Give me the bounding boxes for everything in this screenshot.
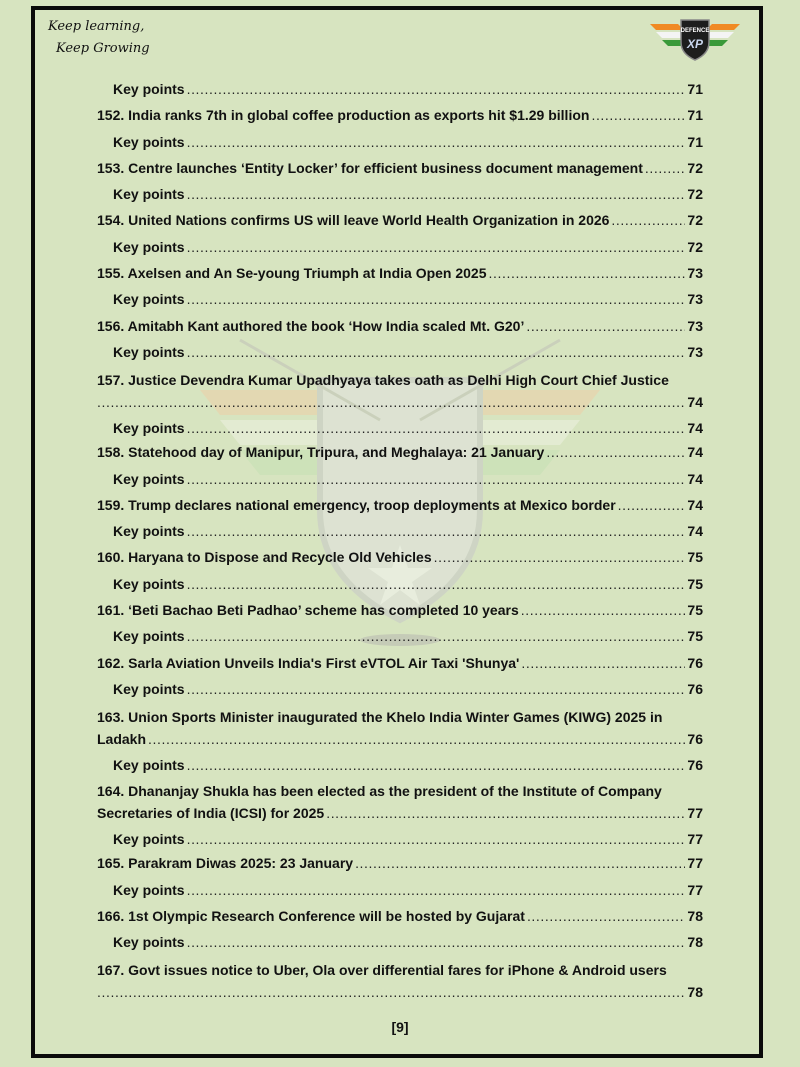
page-number: [9] xyxy=(391,1019,409,1035)
toc-key-points-row[interactable]: Key points ..... 72 xyxy=(97,181,703,207)
toc-key-points-row[interactable]: Key points ..... 75 xyxy=(97,571,703,597)
dot-leader xyxy=(526,313,685,339)
table-of-contents xyxy=(97,76,703,1007)
toc-entry-152[interactable]: 152. India ranks 7th in global coffee production as exports hit $1.29 billion ..... 71 xyxy=(97,102,703,128)
defence-xp-logo xyxy=(648,16,742,62)
dot-leader xyxy=(434,544,686,570)
toc-entry-167[interactable]: 167. Govt issues notice to Uber, Ola over differential fares for iPhone & Android users xyxy=(97,962,667,979)
dot-leader xyxy=(187,877,686,903)
toc-entry-158[interactable]: 158. Statehood day of Manipur, Tripura, and Meghalaya: 21 January ..... 74 xyxy=(97,439,703,465)
dot-leader xyxy=(546,439,685,465)
dot-leader xyxy=(187,76,686,102)
toc-key-points-row[interactable]: Key points ..... 71 xyxy=(97,129,703,155)
toc-key-points-row[interactable]: Key points ..... 71 xyxy=(97,76,703,102)
dot-leader xyxy=(489,260,686,286)
toc-entry-161[interactable]: 161. ‘Beti Bachao Beti Padhao’ scheme has completed 10 years ..... 75 xyxy=(97,597,703,623)
tagline xyxy=(48,16,150,60)
toc-entry-160[interactable]: 160. Haryana to Dispose and Recycle Old Vehicles ..... 75 xyxy=(97,544,703,570)
toc-entry-153[interactable]: 153. Centre launches ‘Entity Locker’ for efficient business document management ..... 72 xyxy=(97,155,703,181)
dot-leader xyxy=(187,754,686,776)
toc-key-points-row[interactable]: Key points ..... 74 xyxy=(97,417,703,439)
dot-leader xyxy=(355,850,685,876)
dot-leader xyxy=(326,802,685,824)
dot-leader xyxy=(97,391,685,413)
dot-leader xyxy=(187,339,686,365)
tagline-line-1: Keep learning, xyxy=(48,19,145,34)
toc-key-points-row[interactable]: Key points ..... 77 xyxy=(97,828,703,850)
toc-entry-166[interactable]: 166. 1st Olympic Research Conference will be hosted by Gujarat ..... 78 xyxy=(97,903,703,929)
svg-text:XP: XP xyxy=(686,37,704,51)
toc-entry-156[interactable]: 156. Amitabh Kant authored the book ‘How India scaled Mt. G20’ ..... 73 xyxy=(97,313,703,339)
dot-leader xyxy=(187,518,686,544)
dot-leader xyxy=(645,155,686,181)
toc-entry-155[interactable]: 155. Axelsen and An Se-young Triumph at India Open 2025 ..... 73 xyxy=(97,260,703,286)
dot-leader xyxy=(187,623,686,649)
toc-entry-159[interactable]: 159. Trump declares national emergency, troop deployments at Mexico border ..... 74 xyxy=(97,492,703,518)
dot-leader xyxy=(187,181,686,207)
toc-key-points-row[interactable]: Key points ..... 76 xyxy=(97,676,703,702)
toc-key-points-row[interactable]: Key points ..... 73 xyxy=(97,339,703,365)
toc-entry-164[interactable]: 164. Dhananjay Shukla has been elected as the president of the Institute of Company xyxy=(97,783,662,800)
dot-leader xyxy=(591,102,685,128)
toc-entry-157[interactable]: 157. Justice Devendra Kumar Upadhyaya takes oath as Delhi High Court Chief Justice xyxy=(97,372,669,389)
svg-text:DEFENCE: DEFENCE xyxy=(680,28,710,34)
toc-entry-162[interactable]: 162. Sarla Aviation Unveils India's First eVTOL Air Taxi 'Shunya' ..... 76 xyxy=(97,650,703,676)
dot-leader xyxy=(187,234,686,260)
dot-leader xyxy=(187,417,686,439)
toc-entry-163[interactable]: 163. Union Sports Minister inaugurated the Khelo India Winter Games (KIWG) 2025 in xyxy=(97,709,663,726)
toc-entry-163-cont[interactable]: Ladakh ..... 76 xyxy=(97,728,703,750)
toc-entry-165[interactable]: 165. Parakram Diwas 2025: 23 January ..... 77 xyxy=(97,850,703,876)
dot-leader xyxy=(618,492,686,518)
toc-key-points-row[interactable]: Key points ..... 74 xyxy=(97,518,703,544)
dot-leader xyxy=(187,129,686,155)
toc-entry-154[interactable]: 154. United Nations confirms US will leave World Health Organization in 2026 ..... 72 xyxy=(97,207,703,233)
dot-leader xyxy=(187,286,686,312)
toc-key-points-row[interactable]: Key points ..... 78 xyxy=(97,929,703,955)
dot-leader xyxy=(187,676,686,702)
dot-leader xyxy=(611,207,685,233)
toc-entry-167-leader: ..... 78 xyxy=(97,981,703,1003)
dot-leader xyxy=(148,728,685,750)
dot-leader xyxy=(187,466,686,492)
toc-key-points-row[interactable]: Key points ..... 73 xyxy=(97,286,703,312)
dot-leader xyxy=(97,981,685,1003)
toc-key-points-row[interactable]: Key points ..... 75 xyxy=(97,623,703,649)
dot-leader xyxy=(521,597,686,623)
dot-leader xyxy=(521,650,685,676)
dot-leader xyxy=(187,571,686,597)
toc-entry-164-cont[interactable]: Secretaries of India (ICSI) for 2025 ..... 77 xyxy=(97,802,703,824)
dot-leader xyxy=(187,929,686,955)
toc-key-points-row[interactable]: Key points ..... 72 xyxy=(97,234,703,260)
toc-entry-157-leader: ..... 74 xyxy=(97,391,703,413)
toc-key-points-row[interactable]: Key points ..... 74 xyxy=(97,466,703,492)
toc-key-points-row[interactable]: Key points ..... 77 xyxy=(97,877,703,903)
dot-leader xyxy=(527,903,685,929)
toc-key-points-row[interactable]: Key points ..... 76 xyxy=(97,754,703,776)
dot-leader xyxy=(187,828,686,850)
tagline-line-2: Keep Growing xyxy=(56,41,150,56)
